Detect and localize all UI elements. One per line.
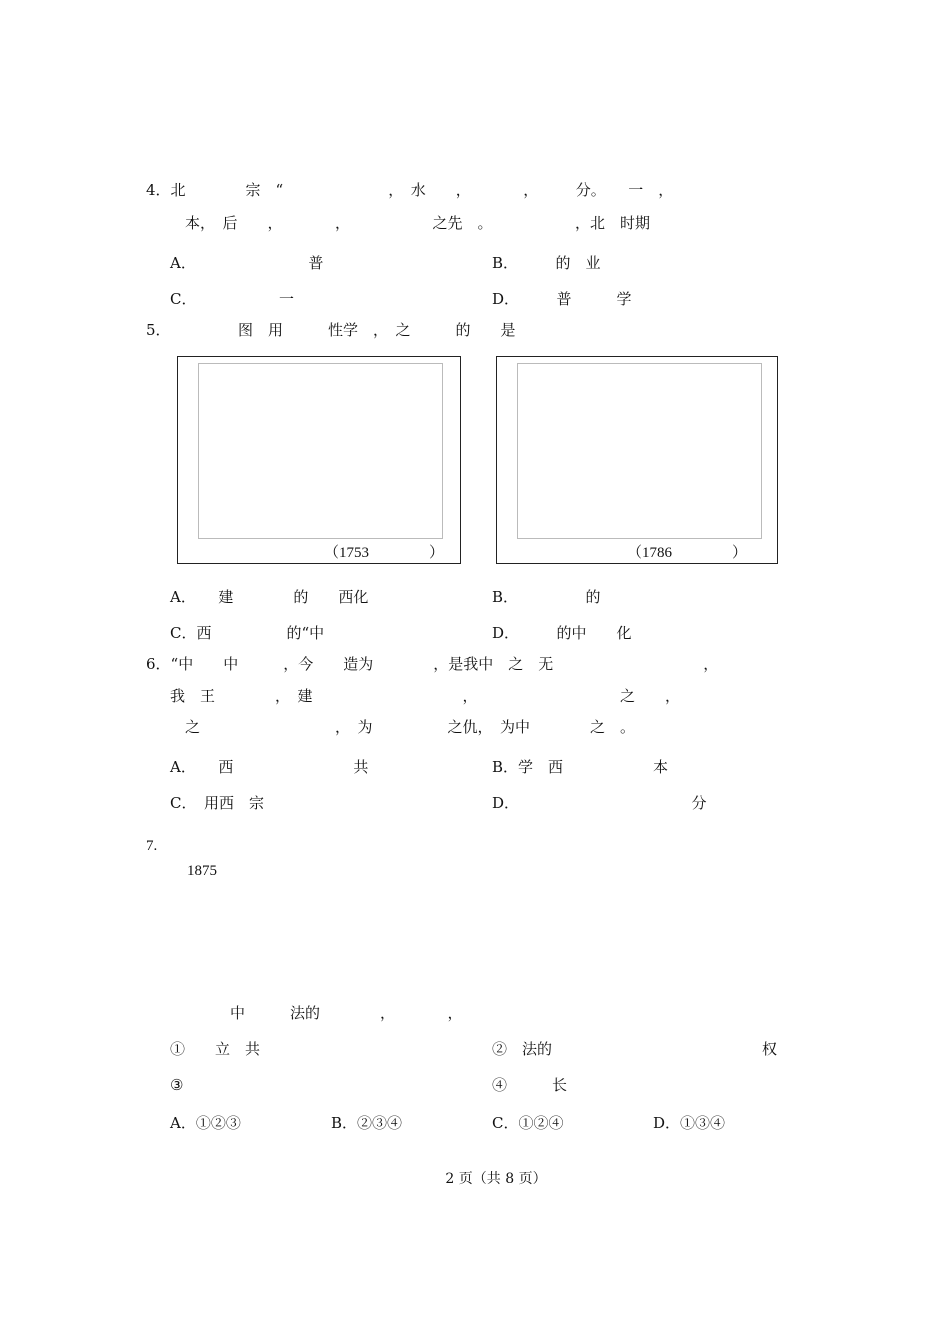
q6-option-b: B．学 西 本 (492, 758, 729, 776)
q5-option-c: C．西 的“中 (170, 624, 370, 642)
q5-stem: 5． 图 用 性学 ， 之 的 是 (146, 321, 516, 339)
q7-year-label: 1875 (187, 863, 217, 879)
q6-stem-line1: 6．“中 中 ，今 造为 ，是我中 之 无 ， (146, 655, 726, 673)
q7-statement-4: ④ 长 (492, 1076, 778, 1094)
q5-figure-2-image (517, 363, 762, 539)
q7-option-d: D．①③④ (653, 1114, 726, 1132)
page-footer: 2 页（共 8 页） (403, 1171, 547, 1187)
q5-figure-1-caption: （1753 ） (324, 545, 445, 561)
q7-statement-1: ① 立 共 (170, 1040, 336, 1058)
q5-option-a: A． 建 的 西化 (170, 588, 369, 606)
q7-statement-3: ③ (170, 1076, 334, 1094)
q7-statement-2: ② 法的 权 (492, 1040, 778, 1058)
q6-stem-line3: 之 ， 为 之仇， 为中 之 。 (170, 718, 718, 736)
q7-option-a: A．①②③ (170, 1114, 241, 1132)
q5-option-b: B． 的 (492, 588, 661, 606)
q6-option-c: C． 用西 宗 (170, 794, 399, 812)
q4-option-b: B． 的 业 (492, 254, 661, 272)
q7-number: 7. (146, 838, 158, 854)
q4-option-c: C． 一 (170, 290, 339, 308)
q6-option-a: A． 西 共 (170, 758, 399, 776)
q5-figure-1 (177, 356, 461, 564)
q4-option-a: A． 普 (170, 254, 324, 272)
q4-option-d: D． 普 学 (492, 290, 662, 308)
q7-stem: 中 法的 ， ， (170, 1004, 501, 1022)
q4-stem-line2: 本， 后 ， ， 之先 。 ，北 时期 (170, 214, 651, 232)
q7-option-b: B．②③④ (331, 1114, 403, 1132)
q5-figure-2-caption: （1786 ） (627, 545, 748, 561)
q6-option-d: D． 分 (492, 794, 707, 812)
q6-stem-line2: 我 王 ， 建 ， 之 ， (170, 687, 718, 705)
q5-figure-1-image (198, 363, 443, 539)
q4-stem-line1: 4．北 宗 “ ， 水 ， ， 分。 一 ， (146, 181, 711, 199)
q5-option-d: D． 的中 化 (492, 624, 662, 642)
q5-figure-2 (496, 356, 778, 564)
q7-option-c: C．①②④ (492, 1114, 564, 1132)
